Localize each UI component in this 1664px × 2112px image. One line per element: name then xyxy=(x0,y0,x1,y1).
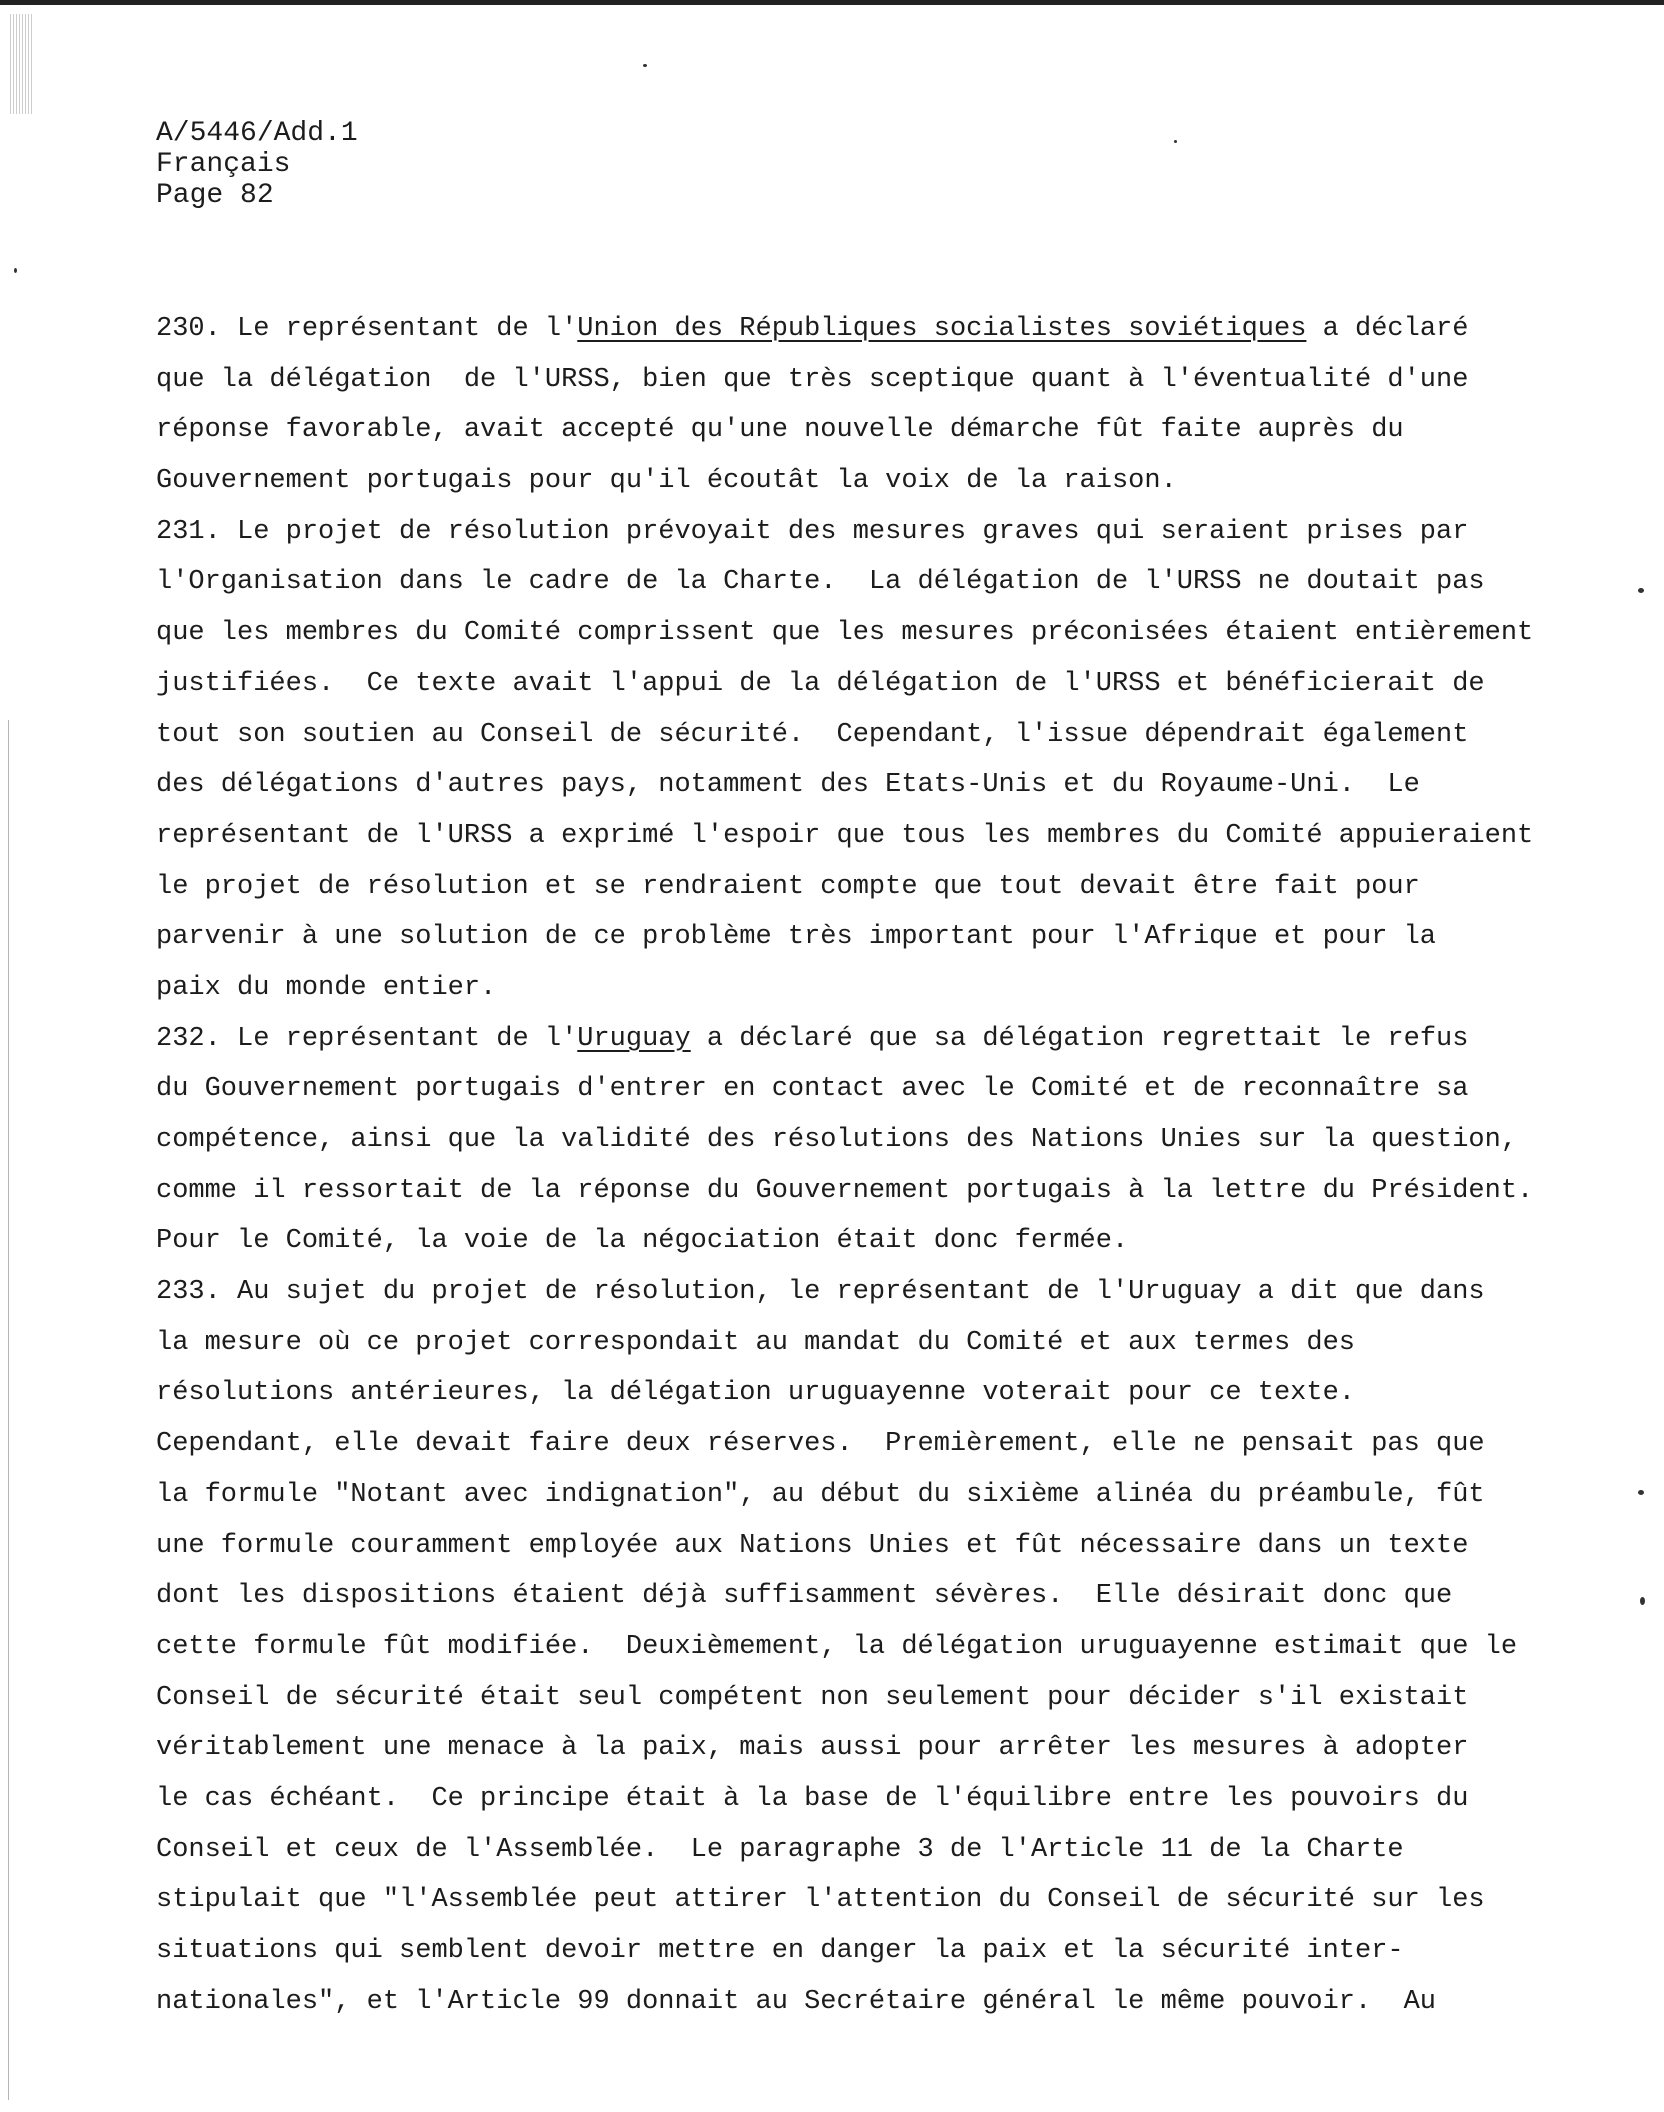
text-line xyxy=(156,304,1586,355)
text-segment: le projet de résolution et se rendraient compte que tout devait être fait pour xyxy=(156,871,1420,902)
text-line xyxy=(156,811,1586,862)
document-symbol: A/5446/Add.1 xyxy=(156,118,358,149)
document-body xyxy=(156,304,1586,2027)
text-segment: que la délégation de l'URSS, bien que très sceptique quant à l'éventualité d'une xyxy=(156,364,1469,395)
text-segment: le cas échéant. Ce principe était à la base de l'équilibre entre les pouvoirs du xyxy=(156,1783,1469,1814)
underlined-country-name: Uruguay xyxy=(577,1023,691,1054)
paragraph-232 xyxy=(156,1014,1586,1267)
text-line xyxy=(156,1723,1586,1774)
text-segment: Pour le Comité, la voie de la négociation était donc fermée. xyxy=(156,1226,1129,1257)
text-line xyxy=(156,1216,1586,1267)
scan-speck xyxy=(1640,1597,1645,1605)
text-line xyxy=(156,1419,1586,1470)
text-line xyxy=(156,1014,1586,1065)
text-segment: 230. Le représentant de l' xyxy=(156,314,578,344)
text-line xyxy=(156,862,1586,913)
text-line xyxy=(156,1470,1586,1521)
text-segment: la mesure où ce projet correspondait au mandat du Comité et aux termes des xyxy=(156,1327,1355,1358)
text-segment: représentant de l'URSS a exprimé l'espoir que tous les membres du Comité appuieraient xyxy=(156,820,1534,851)
text-segment: Gouvernement portugais pour qu'il écoutât la voix de la raison. xyxy=(156,466,1177,497)
text-line xyxy=(156,1368,1586,1419)
text-segment: Cependant, elle devait faire deux réserves. Premièrement, elle ne pensait pas que xyxy=(156,1429,1485,1460)
text-segment: du Gouvernement portugais d'entrer en contact avec le Comité et de reconnaître sa xyxy=(156,1074,1469,1105)
text-line xyxy=(156,1521,1586,1572)
text-line xyxy=(156,710,1586,761)
text-segment: nationales", et l'Article 99 donnait au Secrétaire général le même pouvoir. Au xyxy=(156,1986,1437,2017)
text-line xyxy=(156,1774,1586,1825)
text-line xyxy=(156,1166,1586,1217)
scan-speck xyxy=(1638,588,1644,593)
text-line xyxy=(156,557,1586,608)
scan-speck xyxy=(14,268,17,273)
text-line xyxy=(156,1115,1586,1166)
document-language: Français xyxy=(156,149,291,180)
text-segment: a déclaré que sa délégation regrettait le refus xyxy=(690,1023,1469,1054)
document-header xyxy=(156,118,358,211)
text-line xyxy=(156,1622,1586,1673)
text-segment: Conseil de sécurité était seul compétent non seulement pour décider s'il existait xyxy=(156,1682,1469,1713)
text-line xyxy=(156,1977,1586,2028)
text-segment: des délégations d'autres pays, notamment des Etats-Unis et du Royaume-Uni. Le xyxy=(156,770,1420,801)
text-line xyxy=(156,1875,1586,1926)
text-segment: 232. Le représentant de l' xyxy=(156,1023,578,1054)
top-border-rule xyxy=(0,0,1664,5)
text-line xyxy=(156,1267,1586,1318)
paragraph-230 xyxy=(156,304,1586,507)
page-number: Page 82 xyxy=(156,180,274,211)
text-segment: résolutions antérieures, la délégation uruguayenne voterait pour ce texte. xyxy=(156,1378,1355,1409)
text-segment: parvenir à une solution de ce problème très important pour l'Afrique et pour la xyxy=(156,922,1437,953)
text-line xyxy=(156,608,1586,659)
text-line xyxy=(156,456,1586,507)
text-segment: une formule couramment employée aux Nations Unies et fût nécessaire dans un texte xyxy=(156,1530,1469,1561)
text-line xyxy=(156,1673,1586,1724)
text-line xyxy=(156,760,1586,811)
scan-speck xyxy=(643,64,647,67)
paragraph-233 xyxy=(156,1267,1586,2027)
text-line xyxy=(156,405,1586,456)
underlined-country-name: Union des Républiques socialistes soviétiques xyxy=(577,314,1307,344)
text-line xyxy=(156,1825,1586,1876)
text-line xyxy=(156,1571,1586,1622)
scan-artifact xyxy=(10,14,32,114)
text-line xyxy=(156,659,1586,710)
text-segment: tout son soutien au Conseil de sécurité. Cependant, l'issue dépendrait également xyxy=(156,719,1469,750)
text-segment: la formule "Notant avec indignation", au début du sixième alinéa du préambule, fût xyxy=(156,1479,1485,1510)
scan-speck xyxy=(1174,140,1177,143)
text-segment: justifiées. Ce texte avait l'appui de la délégation de l'URSS et bénéficierait de xyxy=(156,668,1485,699)
text-segment: situations qui semblent devoir mettre en danger la paix et la sécurité inter- xyxy=(156,1936,1404,1966)
text-line xyxy=(156,912,1586,963)
text-segment: l'Organisation dans le cadre de la Charte. La délégation de l'URSS ne doutait pas xyxy=(156,567,1485,598)
text-segment: cette formule fût modifiée. Deuxièmement, la délégation uruguayenne estimait que le xyxy=(156,1631,1518,1662)
page-edge-line xyxy=(8,720,9,2100)
text-line xyxy=(156,507,1586,558)
text-segment: dont les dispositions étaient déjà suffisamment sévères. Elle désirait donc que xyxy=(156,1581,1453,1612)
text-segment: stipulait que "l'Assemblée peut attirer l'attention du Conseil de sécurité sur les xyxy=(156,1885,1485,1916)
text-segment: Conseil et ceux de l'Assemblée. Le paragraphe 3 de l'Article 11 de la Charte xyxy=(156,1834,1404,1865)
text-line xyxy=(156,963,1586,1014)
scan-speck xyxy=(1638,1490,1644,1495)
text-segment: que les membres du Comité comprissent que les mesures préconisées étaient entièrement xyxy=(156,618,1534,649)
text-segment: réponse favorable, avait accepté qu'une nouvelle démarche fût faite auprès du xyxy=(156,415,1404,446)
text-line xyxy=(156,1318,1586,1369)
text-line xyxy=(156,1926,1586,1977)
text-segment: paix du monde entier. xyxy=(156,972,497,1003)
text-segment: a déclaré xyxy=(1306,314,1469,344)
text-line xyxy=(156,1064,1586,1115)
text-segment: comme il ressortait de la réponse du Gouvernement portugais à la lettre du Président. xyxy=(156,1175,1534,1206)
text-line xyxy=(156,355,1586,406)
text-segment: véritablement une menace à la paix, mais aussi pour arrêter les mesures à adopter xyxy=(156,1733,1469,1764)
text-segment: 231. Le projet de résolution prévoyait des mesures graves qui seraient prises par xyxy=(156,516,1469,547)
text-segment: compétence, ainsi que la validité des résolutions des Nations Unies sur la question, xyxy=(156,1125,1518,1155)
text-segment: 233. Au sujet du projet de résolution, le représentant de l'Uruguay a dit que dans xyxy=(156,1277,1485,1308)
paragraph-231 xyxy=(156,507,1586,1014)
